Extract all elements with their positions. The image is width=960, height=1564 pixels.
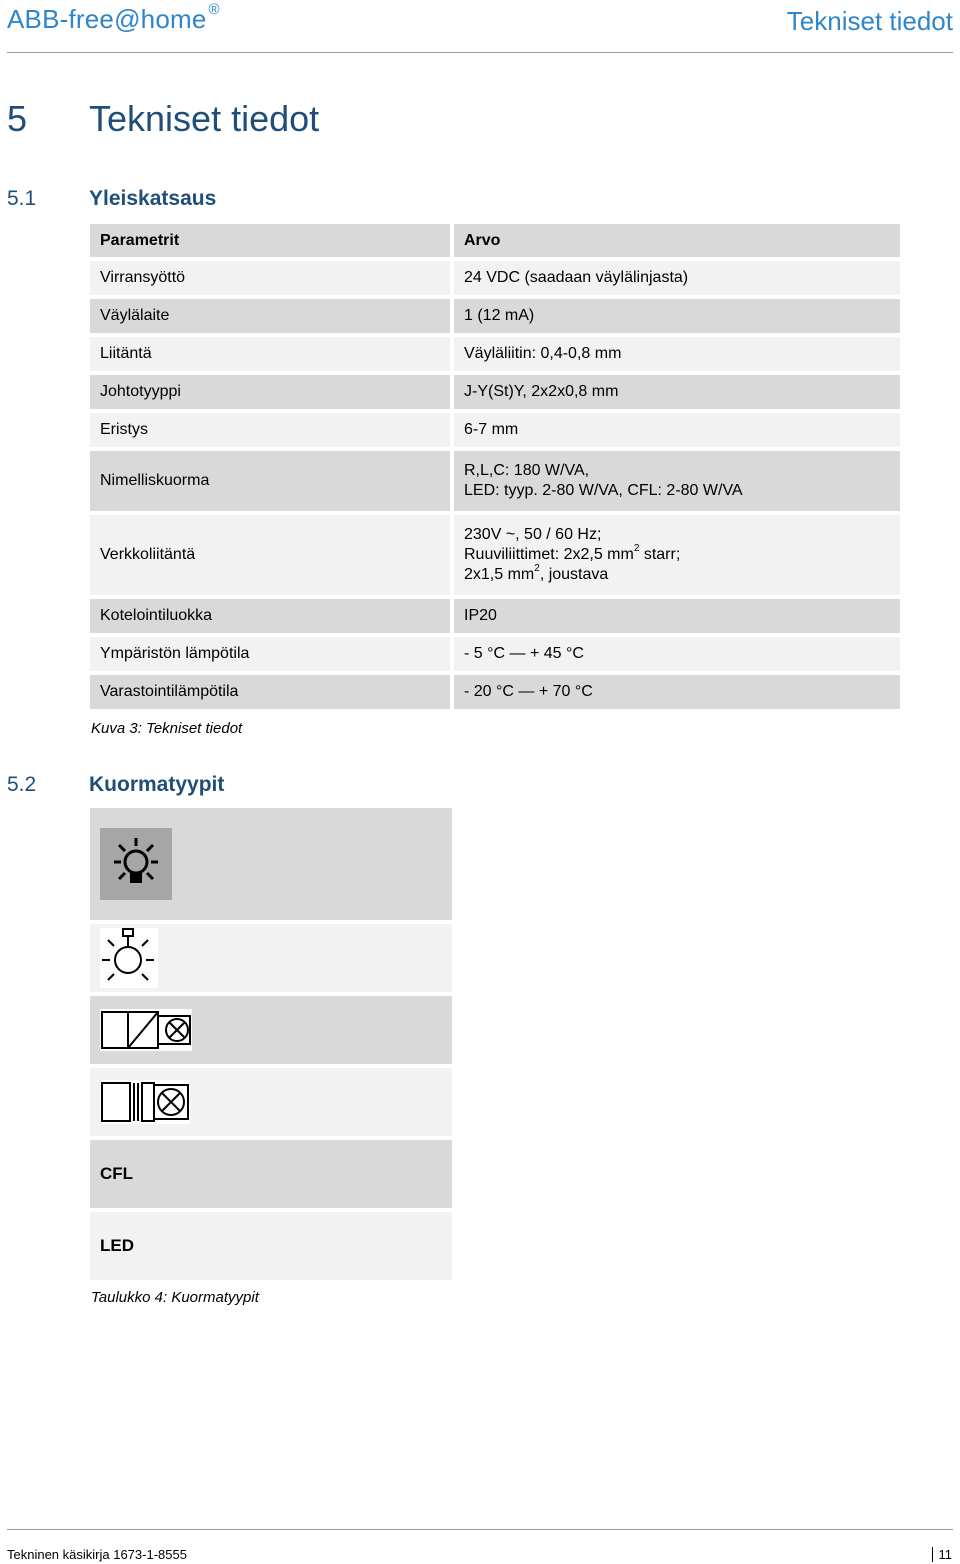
value-cell: 6-7 mm — [454, 413, 900, 447]
table-header-row — [90, 224, 900, 257]
param-cell: Nimelliskuorma — [90, 451, 450, 511]
value-line: 2x1,5 $mm^2$, joustava — [464, 562, 609, 583]
value-cell: J-Y(St)Y, 2x2x0,8 mm — [454, 375, 900, 409]
conventional-transformer-lamp-icon — [100, 1080, 190, 1124]
value-cell: 24 VDC (saadaan väylälinjasta) — [454, 261, 900, 295]
value-cell: - 5 °C — + 45 °C — [454, 637, 900, 671]
chapter-title: Tekniset tiedot — [89, 98, 320, 139]
table-row — [90, 675, 900, 709]
value-cell: IP20 — [454, 599, 900, 633]
table-row — [90, 375, 900, 409]
electronic-transformer-lamp-icon — [100, 1009, 192, 1051]
section-number: 5.1 — [7, 187, 37, 210]
table-row — [90, 451, 900, 511]
param-cell: Varastointilämpötila — [90, 675, 450, 709]
param-cell: Johtotyyppi — [90, 375, 450, 409]
page-number: 11 — [932, 1547, 953, 1562]
value-cell: - 20 °C — + 70 °C — [454, 675, 900, 709]
header-parameter: Parametrit — [90, 224, 450, 257]
technical-data-table — [90, 224, 900, 713]
footer-divider — [7, 1529, 953, 1530]
header-divider — [7, 52, 953, 53]
superscript: 2 — [633, 542, 640, 554]
chapter-heading — [7, 98, 319, 140]
table-row — [90, 299, 900, 333]
section-heading-loads — [7, 773, 224, 797]
table-row — [90, 637, 900, 671]
load-types-table — [90, 808, 452, 1284]
param-cell: Virransyöttö — [90, 261, 450, 295]
value-line: 230V ~, 50 / 60 Hz; — [464, 526, 602, 543]
table-row — [90, 337, 900, 371]
load-label-cfl: CFL — [100, 1164, 134, 1183]
value-line: Ruuviliittimet: 2x2,5 $mm^2$ starr; — [464, 542, 681, 563]
light-bulb-symbol-icon — [100, 828, 172, 900]
section-number: 5.2 — [7, 773, 37, 796]
table-row — [90, 261, 900, 295]
table-caption: Taulukko 4: Kuormatyypit — [91, 1289, 259, 1306]
value-cell — [454, 451, 900, 511]
header-value: Arvo — [454, 224, 900, 257]
value-cell — [454, 515, 900, 595]
param-cell: Eristys — [90, 413, 450, 447]
section-title: Yleiskatsaus — [89, 187, 217, 210]
load-row — [90, 808, 452, 920]
load-row — [90, 1212, 452, 1280]
table-row — [90, 413, 900, 447]
load-row — [90, 1140, 452, 1208]
section-heading-overview — [7, 187, 216, 211]
footer-document-title: Tekninen käsikirja 1673-1-8555 — [7, 1547, 187, 1562]
registered-mark: ® — [208, 1, 220, 19]
param-cell: Väylälaite — [90, 299, 450, 333]
running-section-title: Tekniset tiedot — [786, 6, 953, 36]
load-row — [90, 996, 452, 1064]
param-cell: Verkkoliitäntä — [90, 515, 450, 595]
incandescent-lamp-icon — [100, 928, 158, 988]
param-cell: Kotelointiluokka — [90, 599, 450, 633]
value-cell: Väyläliitin: 0,4-0,8 mm — [454, 337, 900, 371]
param-cell: Ympäristön lämpötila — [90, 637, 450, 671]
param-cell: Liitäntä — [90, 337, 450, 371]
brand-name: ABB-free@home ® — [7, 1, 220, 34]
section-title: Kuormatyypit — [89, 773, 225, 796]
load-label-led: LED — [100, 1236, 134, 1255]
value-line: LED: tyyp. 2-80 W/VA, CFL: 2-80 W/VA — [464, 482, 743, 499]
table-row — [90, 515, 900, 595]
superscript: 2 — [534, 562, 540, 574]
load-row — [90, 924, 452, 992]
table-row — [90, 599, 900, 633]
figure-caption: Kuva 3: Tekniset tiedot — [91, 720, 243, 737]
value-line: R,L,C: 180 W/VA, — [464, 462, 590, 479]
load-row — [90, 1068, 452, 1136]
chapter-number: 5 — [7, 98, 28, 139]
value-cell: 1 (12 mA) — [454, 299, 900, 333]
